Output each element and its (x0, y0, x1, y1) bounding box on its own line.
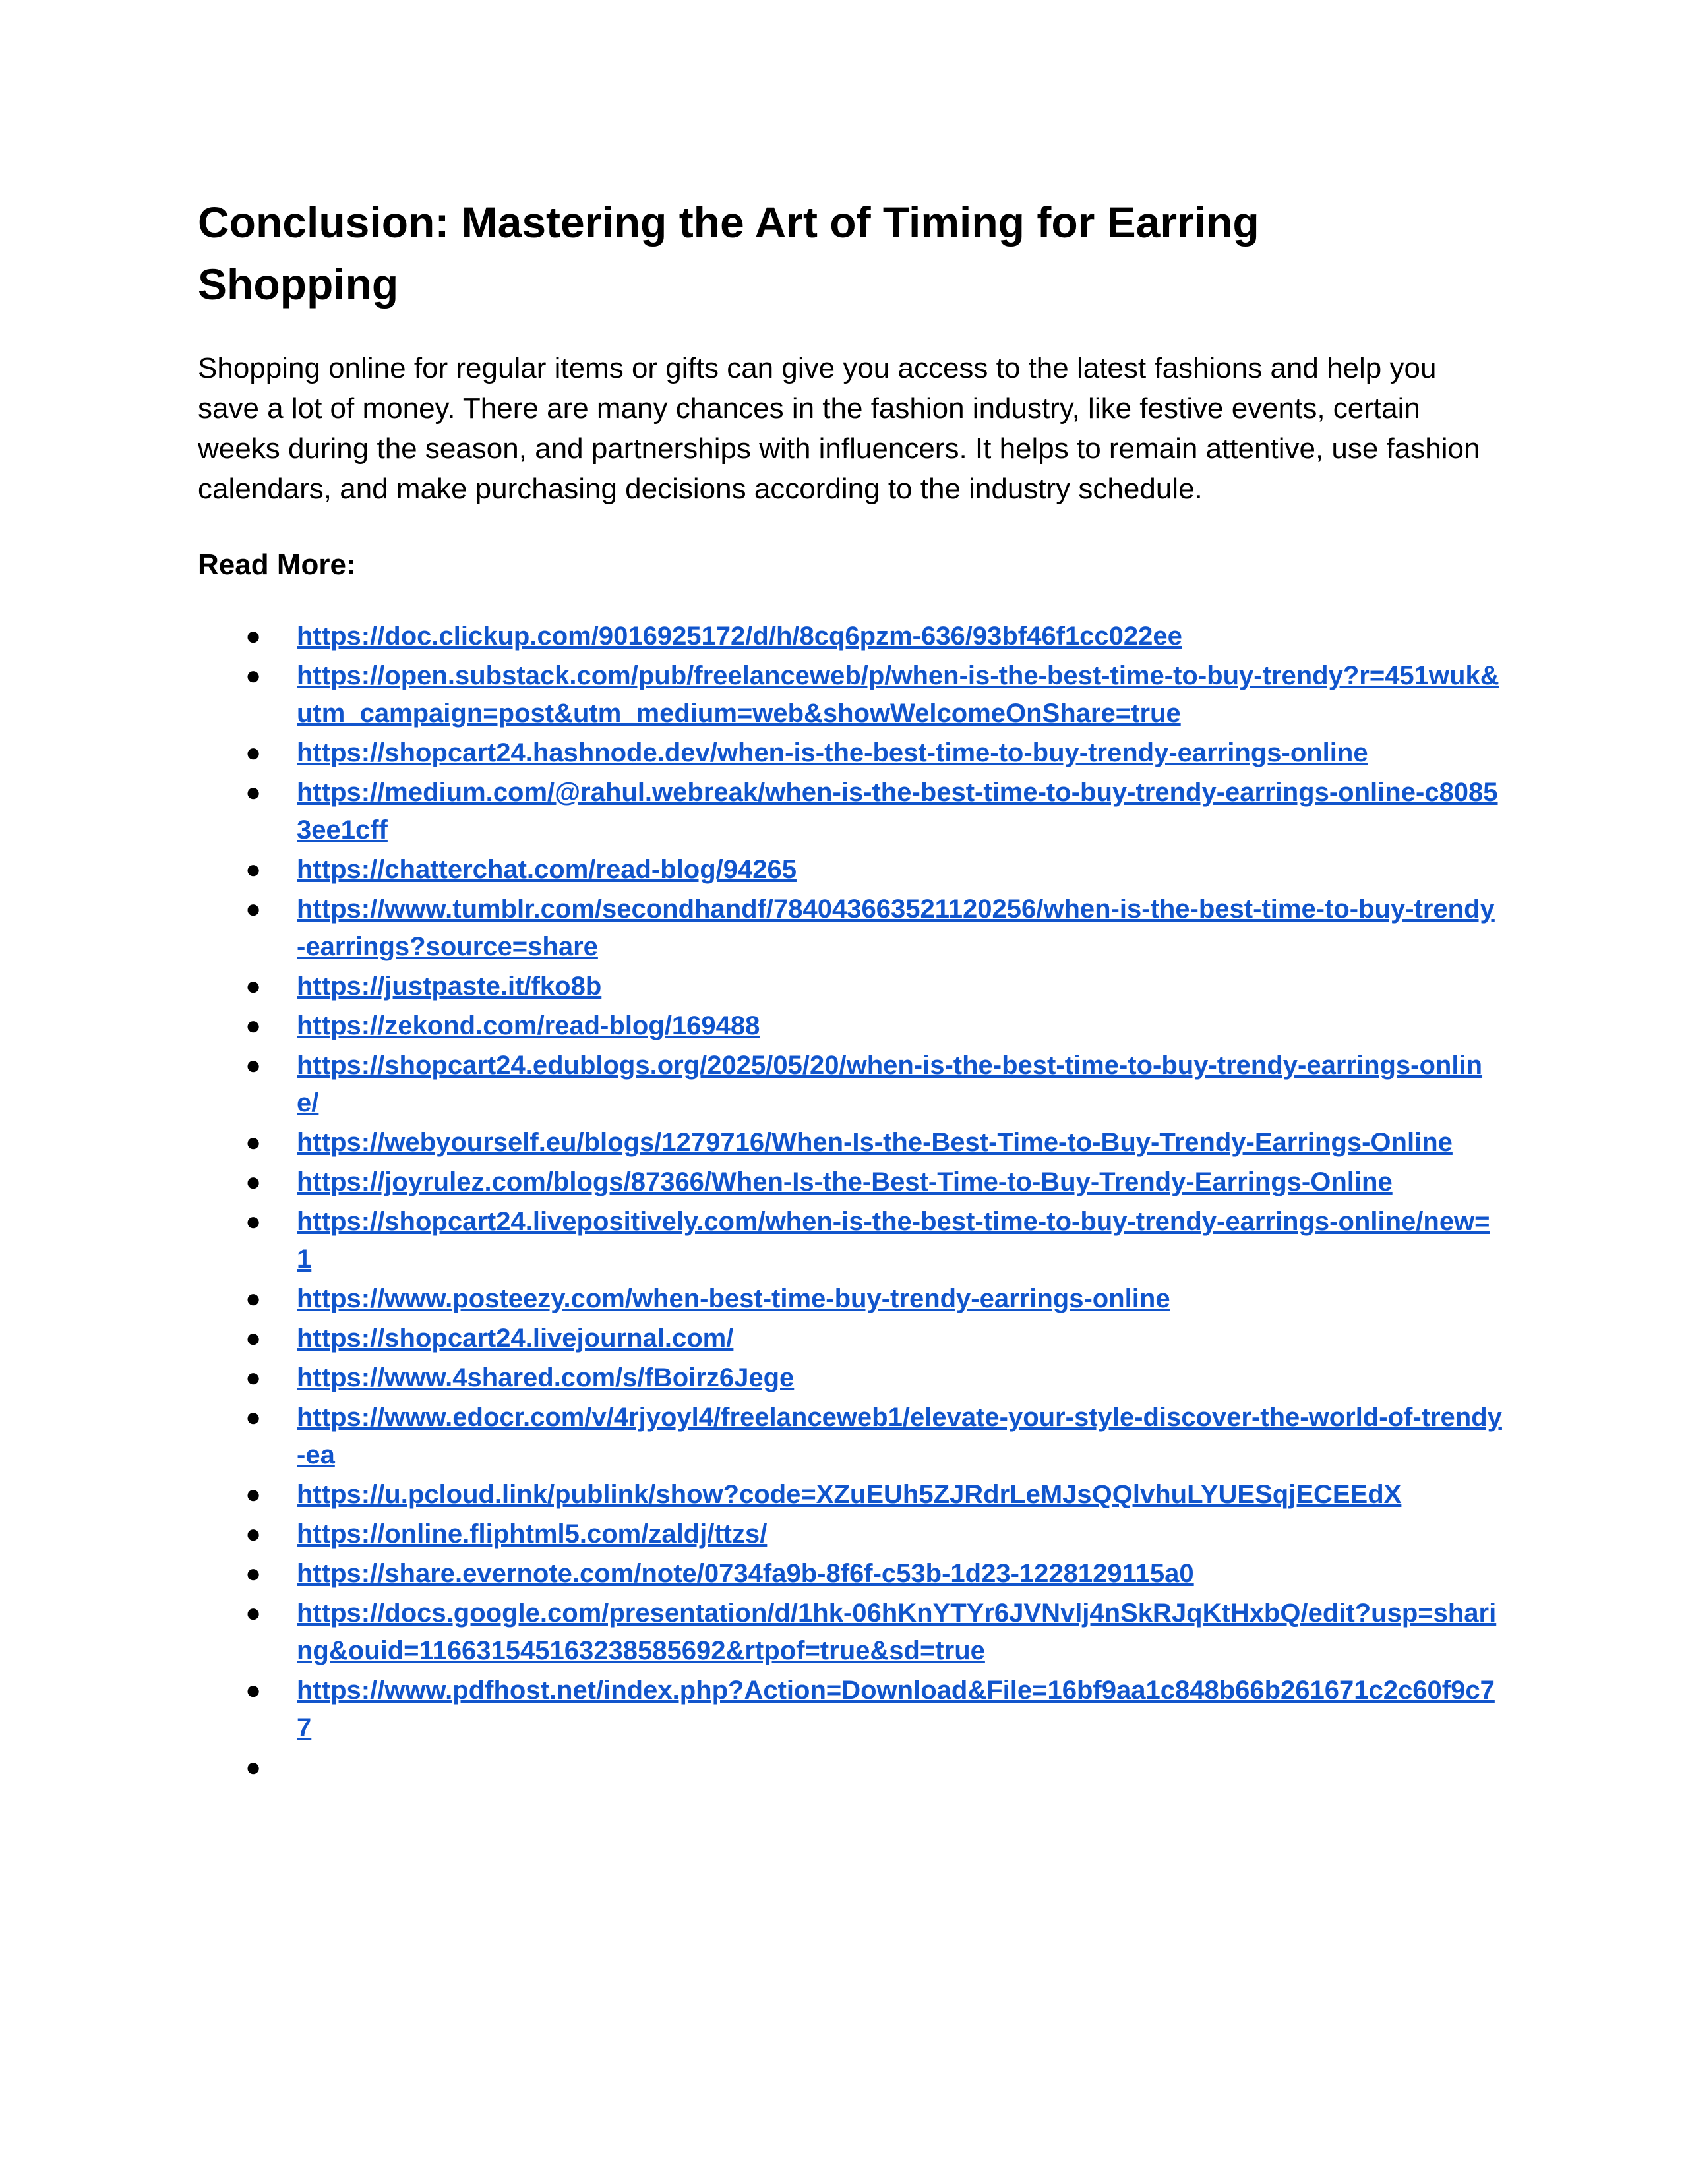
bullet-icon: ● (245, 1559, 262, 1588)
read-more-link[interactable]: https://webyourself.eu/blogs/1279716/When-Is-the-Best-Time-to-Buy-Trendy-Earrings-Online (297, 1128, 1453, 1157)
list-item (198, 1555, 1503, 1593)
bullet-icon: ● (245, 1167, 262, 1196)
list-item (198, 1595, 1503, 1670)
read-more-link[interactable]: https://joyrulez.com/blogs/87366/When-Is-the-Best-Time-to-Buy-Trendy-Earrings-Online (297, 1167, 1393, 1196)
list-item (198, 1749, 1503, 1786)
bullet-icon: ● (245, 738, 262, 767)
list-item (198, 851, 1503, 889)
list-item (198, 1047, 1503, 1122)
list-item (198, 1516, 1503, 1553)
read-more-link[interactable]: https://open.substack.com/pub/freelanceweb/p/when-is-the-best-time-to-buy-trendy?r=451wuk&utm_campaign=post&utm_medium=web&showWelcomeOnShare=true (297, 661, 1499, 728)
read-more-link[interactable]: https://docs.google.com/presentation/d/1hk-06hKnYTYr6JVNvlj4nSkRJqKtHxbQ/edit?usp=sharing&ouid=116631545163238585692&rtpof=true&sd=true (297, 1599, 1497, 1665)
bullet-icon: ● (245, 1051, 262, 1080)
read-more-link[interactable]: https://doc.clickup.com/9016925172/d/h/8cq6pzm-636/93bf46f1cc022ee (297, 622, 1182, 651)
list-item (198, 1399, 1503, 1474)
link-list (198, 618, 1503, 1786)
read-more-link[interactable]: https://www.posteezy.com/when-best-time-buy-trendy-earrings-online (297, 1284, 1170, 1313)
read-more-link[interactable]: https://chatterchat.com/read-blog/94265 (297, 855, 797, 884)
bullet-icon: ● (245, 1128, 262, 1157)
list-item (198, 1476, 1503, 1514)
list-item (198, 1280, 1503, 1318)
list-item (198, 1007, 1503, 1045)
list-item (198, 618, 1503, 655)
read-more-link[interactable]: https://www.pdfhost.net/index.php?Action=Download&File=16bf9aa1c848b66b261671c2c60f9c77 (297, 1676, 1495, 1742)
read-more-link[interactable]: https://u.pcloud.link/publink/show?code=XZuEUh5ZJRdrLeMJsQQlvhuLYUESqjECEEdX (297, 1480, 1402, 1509)
read-more-link[interactable]: https://shopcart24.livejournal.com/ (297, 1324, 734, 1353)
bullet-icon: ● (245, 972, 262, 1001)
bullet-icon: ● (245, 1403, 262, 1432)
read-more-link[interactable]: https://shopcart24.livepositively.com/when-is-the-best-time-to-buy-trendy-earrings-online/new=1 (297, 1207, 1490, 1274)
list-item (198, 774, 1503, 849)
bullet-icon: ● (245, 1207, 262, 1236)
list-item (198, 1164, 1503, 1201)
list-item (198, 968, 1503, 1005)
bullet-icon: ● (245, 855, 262, 884)
read-more-link[interactable]: https://medium.com/@rahul.webreak/when-is-the-best-time-to-buy-trendy-earrings-online-c80853ee1cff (297, 778, 1498, 844)
bullet-icon: ● (245, 1011, 262, 1040)
bullet-icon: ● (245, 1599, 262, 1628)
read-more-link[interactable]: https://zekond.com/read-blog/169488 (297, 1011, 760, 1040)
list-item (198, 1359, 1503, 1397)
read-more-link[interactable]: https://shopcart24.edublogs.org/2025/05/20/when-is-the-best-time-to-buy-trendy-earrings-online/ (297, 1051, 1483, 1117)
bullet-icon: ● (245, 622, 262, 651)
read-more-link[interactable]: https://www.edocr.com/v/4rjyoyl4/freelanceweb1/elevate-your-style-discover-the-world-of-trendy-ea (297, 1403, 1502, 1469)
list-item (198, 657, 1503, 732)
read-more-link[interactable]: https://share.evernote.com/note/0734fa9b-8f6f-c53b-1d23-1228129115a0 (297, 1559, 1194, 1588)
list-item (198, 1320, 1503, 1357)
bullet-icon: ● (245, 1324, 262, 1353)
page-title: Conclusion: Mastering the Art of Timing for Earring Shopping (198, 198, 1259, 309)
bullet-icon: ● (245, 1480, 262, 1509)
read-more-link[interactable]: https://shopcart24.hashnode.dev/when-is-the-best-time-to-buy-trendy-earrings-online (297, 738, 1368, 767)
read-more-link[interactable]: https://www.4shared.com/s/fBoirz6Jege (297, 1363, 795, 1392)
bullet-icon: ● (245, 1753, 262, 1782)
bullet-icon: ● (245, 778, 262, 807)
list-item (198, 891, 1503, 966)
read-more-link[interactable]: https://online.fliphtml5.com/zaldj/ttzs/ (297, 1520, 768, 1549)
bullet-icon: ● (245, 1284, 262, 1313)
conclusion-paragraph: Shopping online for regular items or gifts can give you access to the latest fashions and help you save a lot of money. There are many chances in the fashion industry, like festive events, certain weeks during the season, and partnerships with influencers. It helps to remain attentive, use fashion calendars, and make purchasing decisions according to the industry schedule. (198, 352, 1480, 505)
read-more-link[interactable]: https://www.tumblr.com/secondhandf/784043663521120256/when-is-the-best-time-to-buy-trendy-earrings?source=share (297, 895, 1495, 961)
read-more-link[interactable]: https://justpaste.it/fko8b (297, 972, 602, 1001)
list-item (198, 1124, 1503, 1162)
bullet-icon: ● (245, 1676, 262, 1705)
read-more-label: Read More: (198, 548, 356, 581)
bullet-icon: ● (245, 661, 262, 690)
bullet-icon: ● (245, 1363, 262, 1392)
list-item (198, 1672, 1503, 1747)
list-item (198, 734, 1503, 772)
bullet-icon: ● (245, 895, 262, 924)
list-item (198, 1203, 1503, 1278)
bullet-icon: ● (245, 1520, 262, 1549)
document-page (198, 191, 1503, 1788)
